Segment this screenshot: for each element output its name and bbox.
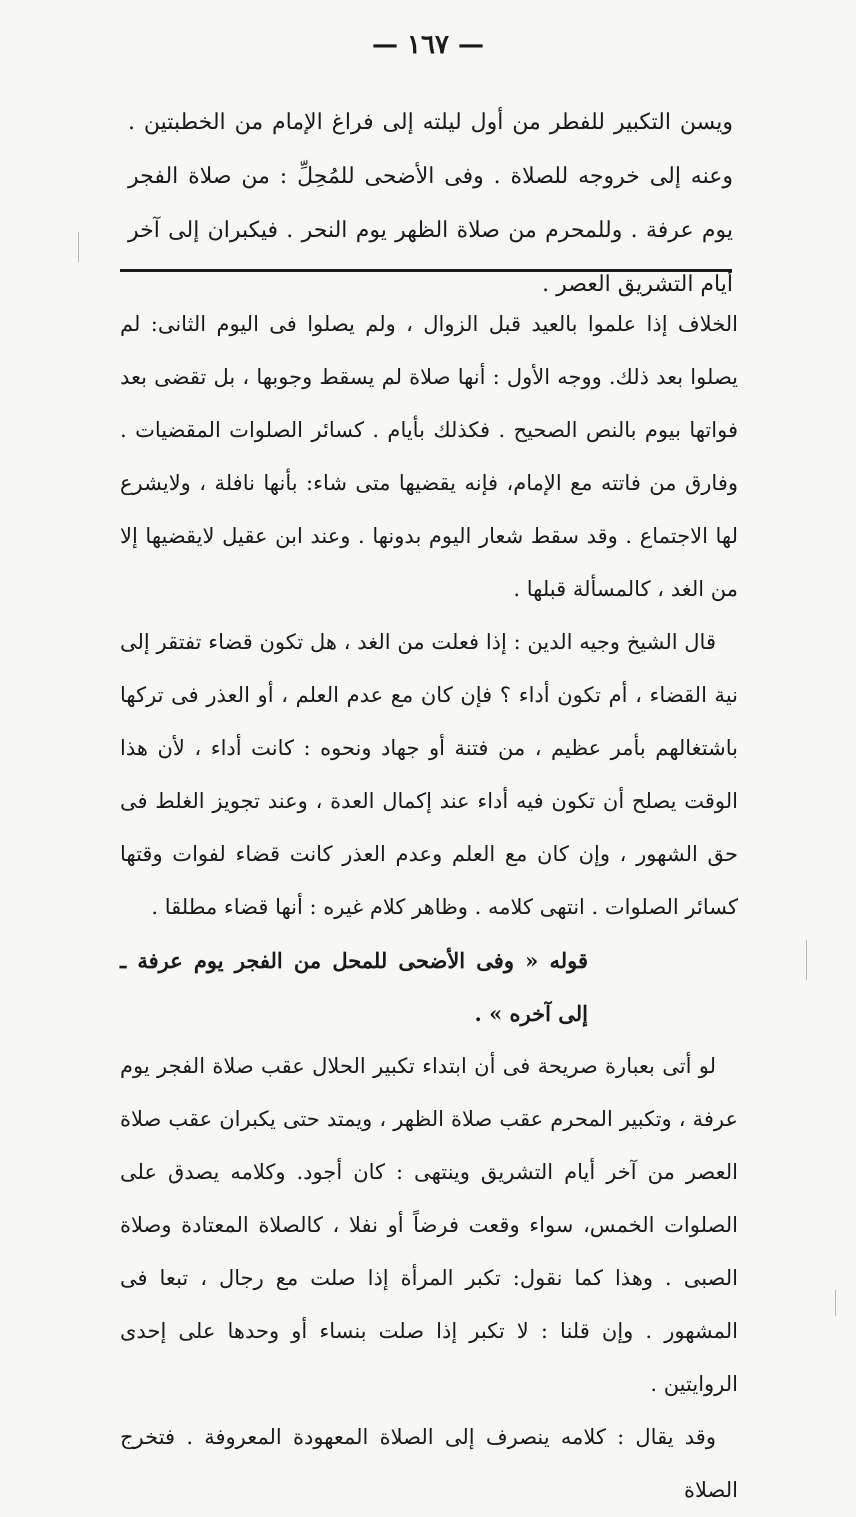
- commentary-quote: قوله « وفى الأضحى للمحل من الفجر يوم عرفة ـ إلى آخره » .: [120, 948, 588, 1026]
- footnote-divider: [120, 269, 732, 272]
- scan-mark: [78, 232, 79, 262]
- scan-mark: [835, 1290, 836, 1316]
- main-text: ويسن التكبير للفطر من أول ليلته إلى فراغ الإمام من الخطبتين . وعنه إلى خروجه للصلاة . وفى الأضحى للمُحِلِّ : من صلاة الفجر يوم عرفة . وللمحرم من صلاة الظهر يوم النحر . فيكبران إلى آخر أيام التشريق العصر .: [128, 110, 733, 297]
- commentary-paragraph: لو أتى بعبارة صريحة فى أن ابتداء تكبير الحلال عقب صلاة الفجر يوم عرفة ، وتكبير المحرم عقب صلاة الظهر ، ويمتد حتى يكبران عقب صلاة العصر من آخر أيام التشريق وينتهى : كان أجود. وكلامه يصدق على الصلوات الخمس، سواء وقعت فرضاً أو نفلا ، كالصلاة المعتادة وصلاة الصبى . وهذا كما نقول: تكبر المرأة إذا صلت مع رجال ، تبعا فى المشهور . وإن قلنا : لا تكبر إذا صلت بنساء أو وحدها على إحدى الروايتين .: [120, 1054, 738, 1396]
- scan-mark: [806, 940, 807, 980]
- commentary-paragraph: وقد يقال : كلامه ينصرف إلى الصلاة المعهودة المعروفة . فتخرج الصلاة: [120, 1425, 738, 1502]
- commentary-paragraph: قال الشيخ وجيه الدين : إذا فعلت من الغد ، هل تكون قضاء تفتقر إلى نية القضاء ، أم تكون أداء ؟ فإن كان مع عدم العلم ، أو العذر فى تركها باشتغالهم بأمر عظيم ، من فتنة أو جهاد ونحوه : كانت أداء ، لأن هذا الوقت يصلح أن تكون فيه أداء عند إكمال العدة ، وعند تجويز الغلط فى حق الشهور ، وإن كان مع العلم وعدم العذر كانت قضاء لفوات وقتها كسائر الصلوات . انتهى كلامه . وظاهر كلام غيره : أنها قضاء مطلقا .: [120, 630, 738, 919]
- page-number: — ١٦٧ —: [371, 30, 485, 60]
- commentary-section: [120, 298, 738, 1517]
- commentary-paragraph: الخلاف إذا علموا بالعيد قبل الزوال ، ولم يصلوا فى اليوم الثانى: لم يصلوا بعد ذلك. ووجه الأول : أنها صلاة لم يسقط وجوبها ، بل تقضى بعد فواتها بيوم بالنص الصحيح . فكذلك بأيام . كسائر الصلوات المقضيات . وفارق من فاتته مع الإمام، فإنه يقضيها متى شاء: بأنها نافلة ، ولايشرع لها الاجتماع . وقد سقط شعار اليوم بدونها . وعند ابن عقيل لايقضيها إلا من الغد ، كالمسألة قبلها .: [120, 312, 738, 601]
